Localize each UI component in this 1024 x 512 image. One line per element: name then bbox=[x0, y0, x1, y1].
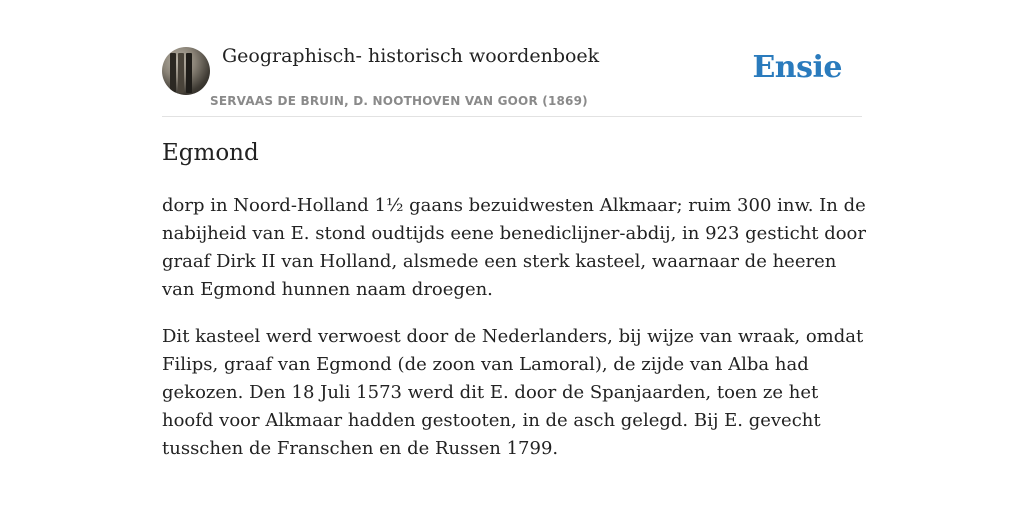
source-header bbox=[162, 0, 862, 117]
book-authors: SERVAAS DE BRUIN, D. NOOTHOVEN VAN GOOR (1869) bbox=[210, 94, 588, 108]
entry-content bbox=[162, 192, 866, 482]
entry-paragraph: Dit kasteel werd verwoest door de Nederlanders, bij wijze van wraak, omdat Filips, graaf van Egmond (de zoon van Lamoral), de zijde van Alba had gekozen. Den 18 Juli 1573 werd dit E. door de Spanjaarden, toen ze het hoofd voor Alkmaar hadden gestooten, in de asch gelegd. Bij E. gevecht tusschen de Franschen en de Russen 1799. bbox=[162, 326, 864, 459]
book-cover-icon[interactable] bbox=[162, 47, 210, 95]
entry-title: Egmond bbox=[162, 140, 259, 166]
entry-paragraph: dorp in Noord-Holland 1½ gaans bezuidwesten Alkmaar; ruim 300 inw. In de nabijheid van E. stond oudtijds eene benediclijner-abdij, in 923 gesticht door graaf Dirk II van Holland, alsmede een sterk kasteel, waarnaar de heeren van Egmond hunnen naam droegen. bbox=[162, 195, 866, 300]
book-spine-decoration bbox=[186, 53, 192, 93]
book-spine-decoration bbox=[170, 53, 176, 93]
book-title-link[interactable]: Geographisch- historisch woordenboek bbox=[222, 45, 600, 67]
ensie-logo-link[interactable]: Ensie bbox=[752, 50, 842, 85]
book-spine-decoration bbox=[178, 53, 184, 93]
